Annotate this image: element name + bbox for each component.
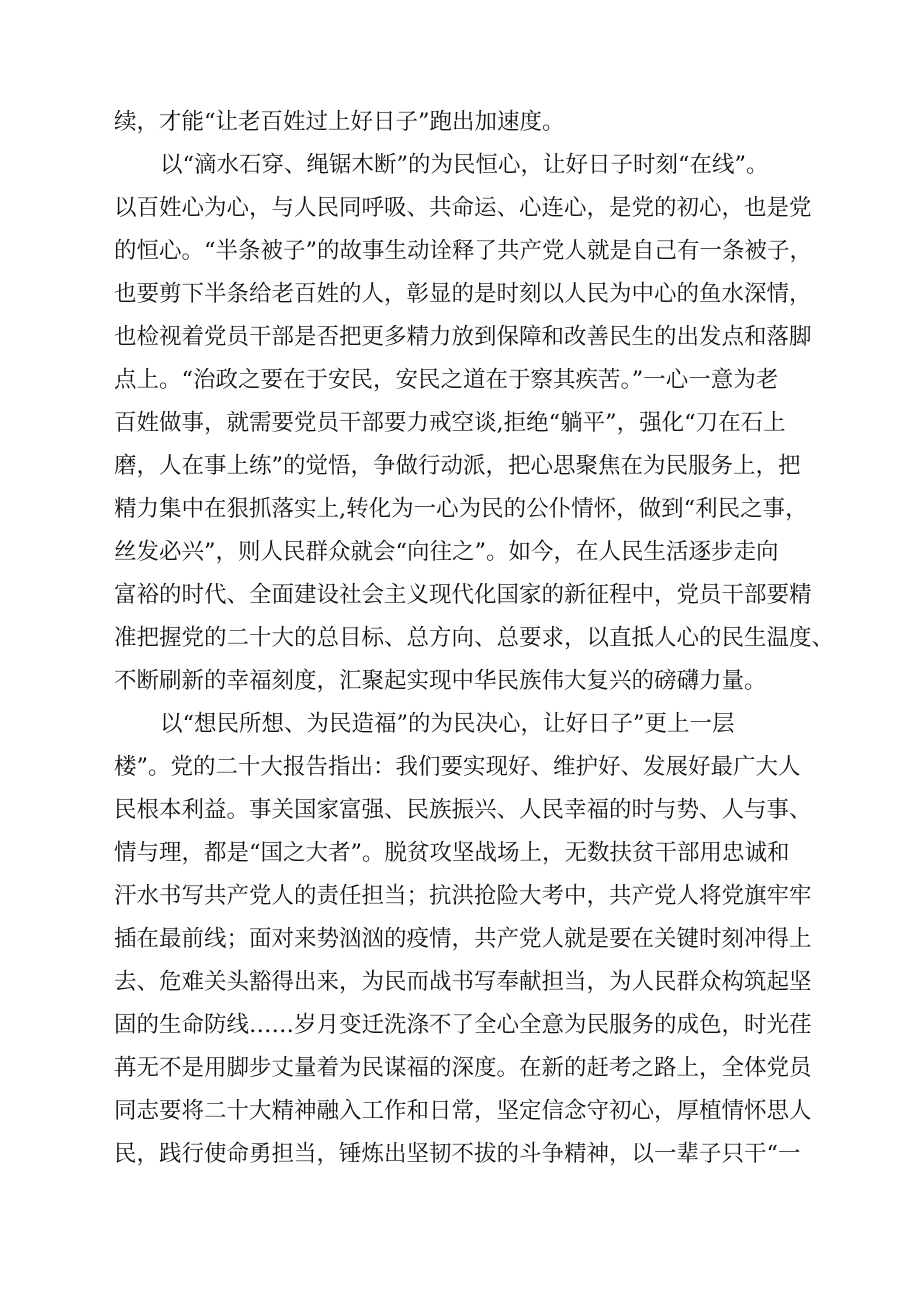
text-line-5: 也要剪下半条给老百姓的人，彰显的是时刻以人民为中心的鱼水深情， — [114, 281, 812, 307]
text-line-14: 不断刷新的幸福刻度，汇聚起实现中华民族伟大复兴的磅礴力量。 — [114, 668, 767, 694]
text-line-11: 丝发必兴”，则人民群众就会“向往之”。如今，在人民生活逐步走向 — [114, 539, 779, 565]
text-line-1: 续，才能“让老百姓过上好日子”跑出加速度。 — [114, 109, 565, 135]
text-line-4: 的恒心。“半条被子”的故事生动诠释了共产党人就是自己有一条被子， — [114, 238, 813, 264]
text-line-8: 百姓做事，就需要党员干部要力戒空谈,拒绝“躺平”，强化“刀在石上 — [114, 410, 786, 436]
text-line-24: 同志要将二十大精神融入工作和日常，坚定信念守初心，厚植情怀思人 — [114, 1098, 812, 1124]
text-line-16: 楼”。党的二十大报告指出：我们要实现好、维护好、发展好最广大人 — [114, 754, 801, 780]
text-line-12: 富裕的时代、全面建设社会主义现代化国家的新征程中，党员干部要精 — [114, 582, 812, 608]
text-line-18: 情与理，都是“国之大者”。脱贫攻坚战场上，无数扶贫干部用忠诚和 — [114, 840, 790, 866]
text-line-22: 固的生命防线……岁月变迁洗涤不了全心全意为民服务的成色，时光荏 — [114, 1012, 812, 1038]
text-line-6: 也检视着党员干部是否把更多精力放到保障和改善民生的出发点和落脚 — [114, 324, 812, 350]
text-line-19: 汗水书写共产党人的责任担当；抗洪抢险大考中，共产党人将党旗牢牢 — [114, 883, 812, 909]
text-line-10: 精力集中在狠抓落实上,转化为一心为民的公仆情怀，做到“利民之事， — [114, 496, 808, 522]
paragraph-3-line-1: 以“想民所想、为民造福”的为民决心，让好日子”更上一层 — [160, 711, 735, 737]
text-line-25: 民，践行使命勇担当，锤炼出坚韧不拔的斗争精神，以一辈子只干“一 — [114, 1141, 801, 1167]
text-line-3: 以百姓心为心，与人民同呼吸、共命运、心连心，是党的初心，也是党 — [114, 195, 812, 221]
text-line-9: 磨，人在事上练”的觉悟，争做行动派，把心思聚焦在为民服务上，把 — [114, 453, 801, 479]
text-line-13: 准把握党的二十大的总目标、总方向、总要求，以直抵人心的民生温度、 — [114, 625, 835, 651]
text-line-23: 苒无不是用脚步丈量着为民谋福的深度。在新的赶考之路上，全体党员 — [114, 1055, 812, 1081]
text-line-7: 点上。“治政之要在于安民，安民之道在于察其疾苦。”一心一意为老 — [114, 367, 779, 393]
text-line-20: 插在最前线；面对来势汹汹的疫情，共产党人就是要在关键时刻冲得上 — [114, 926, 812, 952]
text-line-17: 民根本利益。事关国家富强、民族振兴、人民幸福的时与势、人与事、 — [114, 797, 812, 823]
text-line-21: 去、危难关头豁得出来，为民而战书写奉献担当，为人民群众构筑起坚 — [114, 969, 812, 995]
paragraph-2-line-1: 以“滴水石穿、绳锯木断”的为民恒心，让好日子时刻“在线”。 — [160, 152, 769, 178]
